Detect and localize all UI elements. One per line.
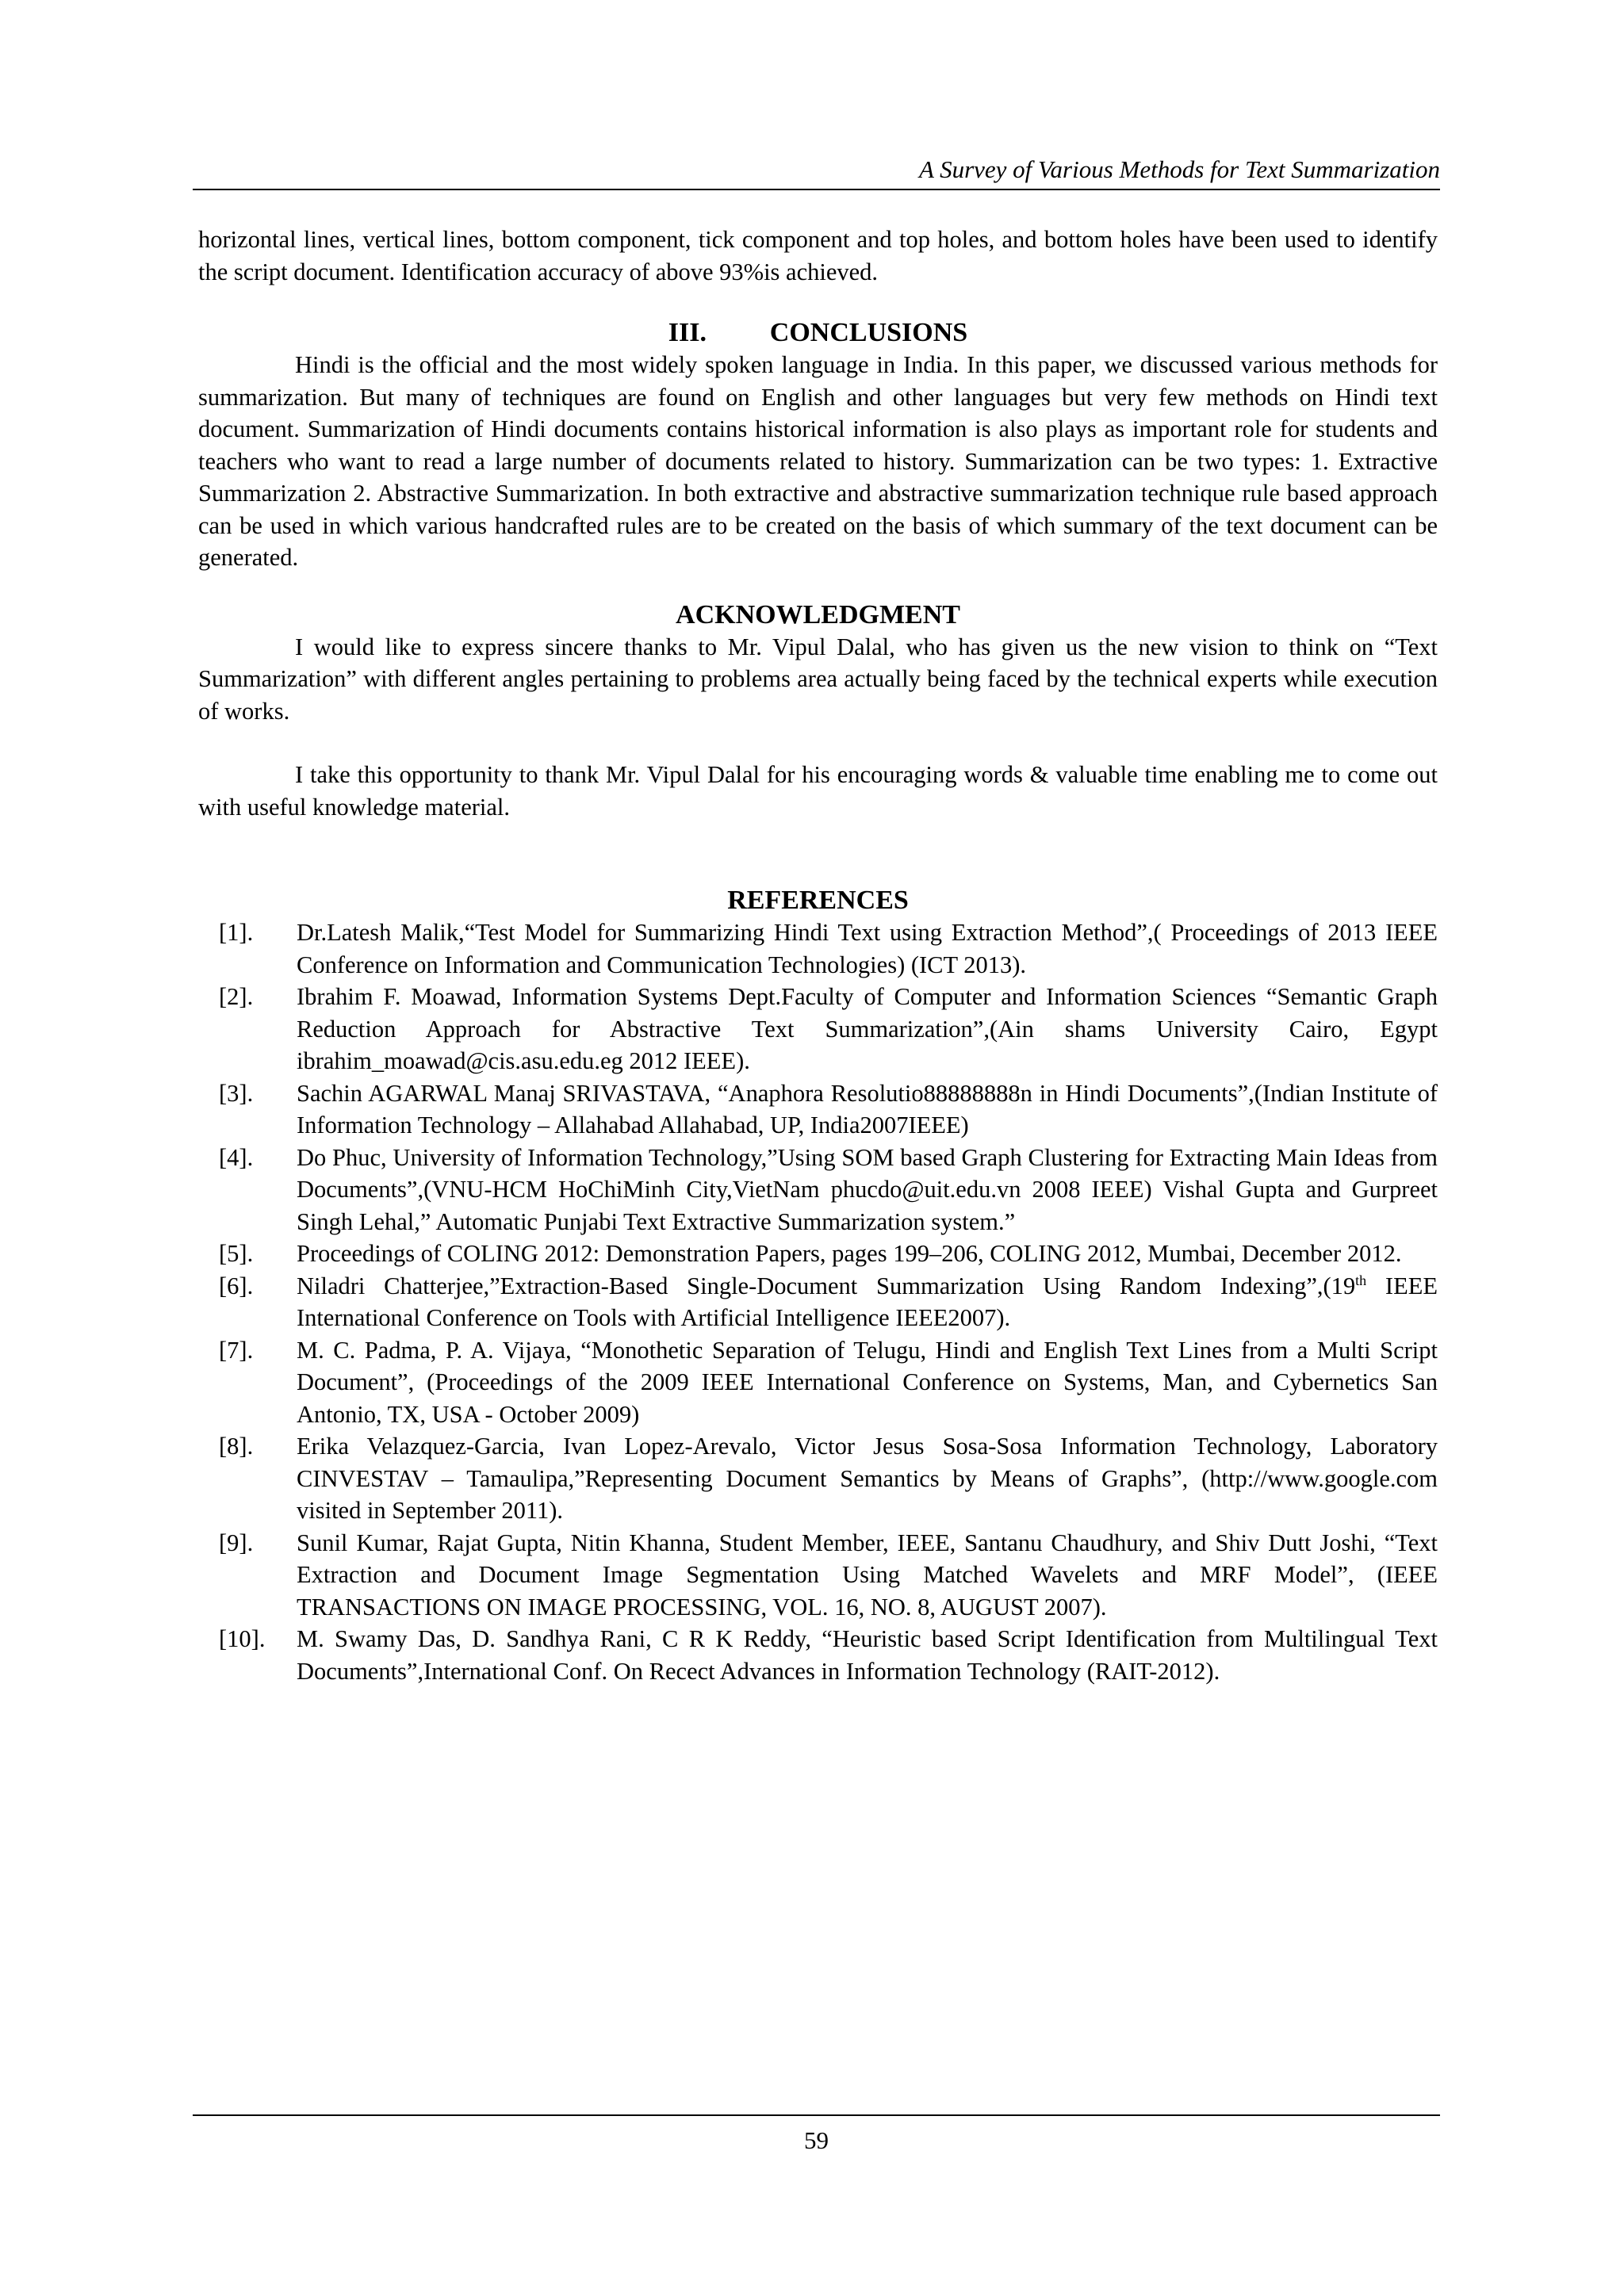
reference-list [198,916,1438,1687]
section-title: CONCLUSIONS [769,318,968,347]
reference-number: [5]. [219,1240,254,1267]
ordinal-superscript: th [1355,1272,1367,1288]
acknowledgment-paragraph-2: I take this opportunity to thank Mr. Vipul Dalal for his encouraging words & valuable time enabling me to come out with useful knowledge material. [198,761,1438,821]
reference-item [198,1142,1438,1238]
section-number: III. [668,318,707,347]
reference-item [198,916,1438,981]
reference-item [198,1238,1438,1270]
acknowledgment-paragraph-1: I would like to express sincere thanks to Mr. Vipul Dalal, who has given us the new vision to think on “Text Summarization” with different angles pertaining to problems area actually being faced by the technical experts while execution of works. [198,633,1438,725]
reference-item [198,1430,1438,1527]
reference-text: Erika Velazquez-Garcia, Ivan Lopez-Arevalo, Victor Jesus Sosa-Sosa Information Technology, Laboratory CINVESTAV – Tamaulipa,”Representing Document Semantics by Means of Graphs”, (http://www.google.com visited in September 2011). [297,1433,1438,1524]
reference-text: Sunil Kumar, Rajat Gupta, Nitin Khanna, Student Member, IEEE, Santanu Chaudhury, and Shiv Dutt Joshi, “Text Extraction and Document Image Segmentation Using Matched Wavelets and MRF Model”, (IEEE TRANSACTIONS ON IMAGE PROCESSING, VOL. 16, NO. 8, AUGUST 2007). [297,1529,1438,1621]
intro-paragraph: horizontal lines, vertical lines, bottom component, tick component and top holes, and bottom holes have been used to identify the script document. Identification accuracy of above 93%is achieved. [198,226,1438,285]
reference-number: [1]. [219,919,254,946]
reference-text-part: IEEE International Conference on Tools with Artificial Intelligence IEEE2007). [297,1272,1438,1331]
reference-number: [10]. [219,1625,266,1652]
reference-text: M. C. Padma, P. A. Vijaya, “Monothetic Separation of Telugu, Hindi and English Text Lines from a Multi Script Document”, (Proceedings of the 2009 IEEE International Conference on Systems, Man, and Cybernetics San Antonio, TX, USA - October 2009) [297,1336,1438,1428]
section-heading-conclusions [198,317,1438,349]
reference-number: [4]. [219,1143,254,1171]
reference-item [198,1527,1438,1624]
reference-text [297,1270,1438,1334]
header-rule [193,189,1440,190]
reference-text: Proceedings of COLING 2012: Demonstration Papers, pages 199–206, COLING 2012, Mumbai, December 2012. [297,1240,1402,1267]
reference-number: [2]. [219,983,254,1010]
reference-item [198,981,1438,1077]
conclusions-paragraph: Hindi is the official and the most widely spoken language in India. In this paper, we discussed various methods for summarization. But many of techniques are found on English and other languages but very few methods on Hindi text document. Summarization of Hindi documents contains historical information is also plays as important role for students and teachers who want to read a large number of documents related to history. Summarization can be two types: 1. Extractive Summarization 2. Abstractive Summarization. In both extractive and abstractive summarization technique rule based approach can be used in which various handcrafted rules are to be created on the basis of which summary of the text document can be generated. [198,351,1438,571]
reference-item [198,1623,1438,1687]
page-number: 59 [804,2126,829,2154]
reference-text: M. Swamy Das, D. Sandhya Rani, C R K Reddy, “Heuristic based Script Identification from Multilingual Text Documents”,International Conf. On Recect Advances in Information Technology (RAIT-2012). [297,1625,1438,1685]
reference-text: Sachin AGARWAL Manaj SRIVASTAVA, “Anaphora Resolutio88888888n in Hindi Documents”,(Indian Institute of Information Technology – Allahabad Allahabad, UP, India2007IEEE) [297,1079,1438,1138]
section-heading-acknowledgment: ACKNOWLEDGMENT [676,599,960,629]
reference-number: [8]. [219,1433,254,1460]
reference-number: [7]. [219,1336,254,1364]
running-header: A Survey of Various Methods for Text Summarization [918,155,1440,183]
reference-item [198,1334,1438,1431]
reference-text-part: Niladri Chatterjee,”Extraction-Based Single-Document Summarization Using Random Indexing”,(19 [297,1272,1356,1299]
reference-item [198,1077,1438,1142]
main-text [198,224,1438,1687]
reference-text: Do Phuc, University of Information Technology,”Using SOM based Graph Clustering for Extracting Main Ideas from Documents”,(VNU-HCM HoChiMinh City,VietNam phucdo@uit.edu.vn 2008 IEEE) Vishal Gupta and Gurpreet Singh Lehal,” Automatic Punjabi Text Extractive Summarization system.” [297,1143,1438,1235]
reference-item [198,1270,1438,1334]
reference-text: Ibrahim F. Moawad, Information Systems Dept.Faculty of Computer and Information Sciences “Semantic Graph Reduction Approach for Abstractive Text Summarization”,(Ain shams University Cairo, Egypt ibrahim_moawad@cis.asu.edu.eg 2012 IEEE). [297,983,1438,1074]
section-heading-references: REFERENCES [727,886,909,915]
reference-number: [3]. [219,1079,254,1107]
reference-number: [9]. [219,1529,254,1556]
reference-text: Dr.Latesh Malik,“Test Model for Summarizing Hindi Text using Extraction Method”,( Proceedings of 2013 IEEE Conference on Information and Communication Technologies) (ICT 2013). [297,919,1438,978]
reference-number: [6]. [219,1272,254,1299]
footer-rule [193,2114,1440,2116]
